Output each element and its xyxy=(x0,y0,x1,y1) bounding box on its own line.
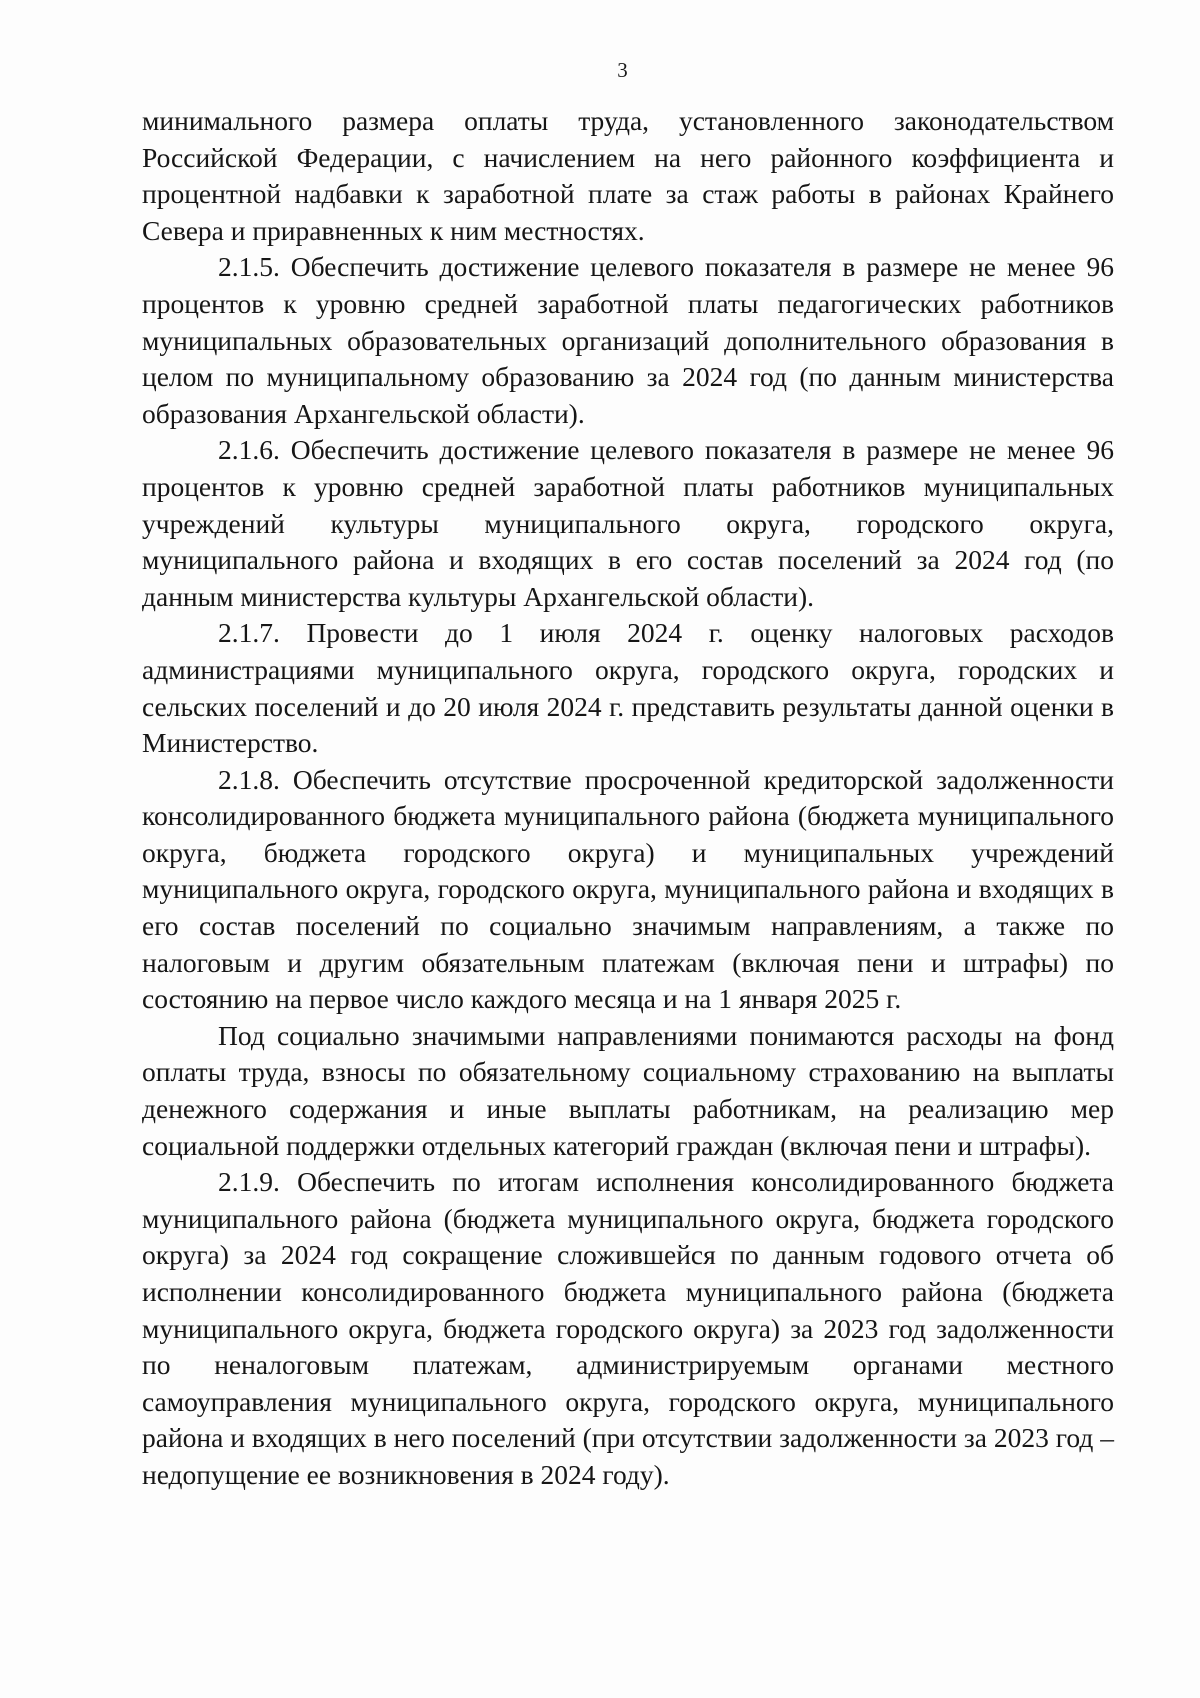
paragraph-2-1-7: 2.1.7. Провести до 1 июля 2024 г. оценку налоговых расходов администрациями муниципального округа, городского округа, городских и сельских поселений и до 20 июля 2024 г. представить результаты данной оценки в Министерство. xyxy=(142,617,1114,759)
paragraph-2-1-8: 2.1.8. Обеспечить отсутствие просроченной кредиторской задолженности консолидированного бюджета муниципального района (бюджета муниципального округа, бюджета городского округа) и муниципальных учреждений муниципального округа, городского округа, муниципального района и входящих в его состав поселений по социально значимым направлениям, а также по налоговым и другим обязательным платежам (включая пени и штрафы) по состоянию на первое число каждого месяца и на 1 января 2025 г. xyxy=(142,763,1114,1015)
page-number: 3 xyxy=(617,58,628,82)
document-body xyxy=(142,103,1114,1494)
paragraph-continuation: минимального размера оплаты труда, установленного законодательством Российской Федерации, с начислением на него районного коэффициента и процентной надбавки к заработной плате за стаж работы в районах Крайнего Севера и приравненных к ним местностях. xyxy=(142,105,1114,246)
paragraph-social-directions: Под социально значимыми направлениями понимаются расходы на фонд оплаты труда, взносы по обязательному социальному страхованию на выплаты денежного содержания и иные выплаты работникам, на реализацию мер социальной поддержки отдельных категорий граждан (включая пени и штрафы). xyxy=(142,1019,1114,1161)
paragraph-2-1-6: 2.1.6. Обеспечить достижение целевого показателя в размере не менее 96 процентов к уровню средней заработной платы работников муниципальных учреждений культуры муниципального округа, городского округа, муниципального района и входящих в его состав поселений за 2024 год (по данным министерства культуры Архангельской области). xyxy=(142,434,1114,612)
paragraph-2-1-5: 2.1.5. Обеспечить достижение целевого показателя в размере не менее 96 процентов к уровню средней заработной платы педагогических работников муниципальных образовательных организаций дополнительного образования в целом по муниципальному образованию за 2024 год (по данным министерства образования Архангельской области). xyxy=(142,251,1114,429)
paragraph-2-1-9: 2.1.9. Обеспечить по итогам исполнения консолидированного бюджета муниципального района (бюджета муниципального округа, бюджета городского округа) за 2024 год сокращение сложившейся по данным годового отчета об исполнении консолидированного бюджета муниципального района (бюджета муниципального округа, бюджета городского округа) за 2023 год задолженности по неналоговым платежам, администрируемым органами местного самоуправления муниципального округа, городского округа, муниципального района и входящих в него поселений (при отсутствии задолженности за 2023 год – недопущение ее возникновения в 2024 году). xyxy=(142,1166,1114,1490)
